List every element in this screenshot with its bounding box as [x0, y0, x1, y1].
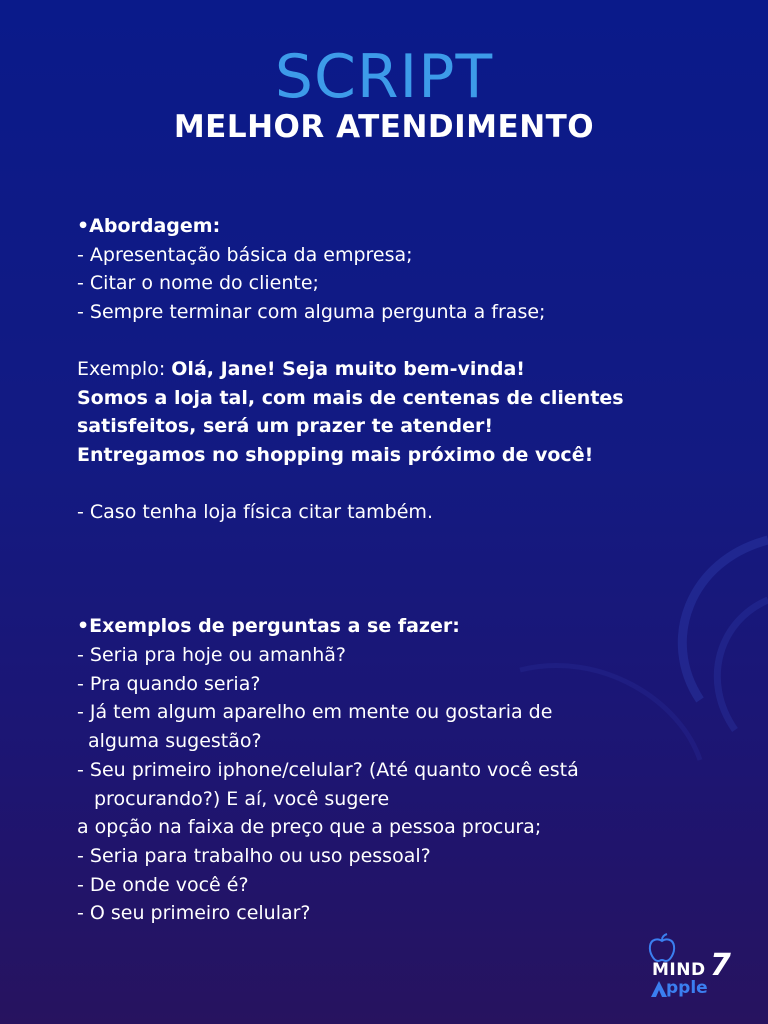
list-item-continuation: procurando?) E aí, você sugere [94, 787, 390, 810]
example-text: satisfeitos, será um prazer te atender! [77, 415, 494, 438]
list-item: - Citar o nome do cliente; [77, 272, 319, 295]
example-text: Somos a loja tal, com mais de centenas de clientes [77, 386, 624, 409]
section-heading-abordagem: •Abordagem: [77, 215, 221, 237]
note-text: - Caso tenha loja física citar também. [77, 500, 433, 523]
brand-logo [640, 930, 736, 1004]
page-subtitle: MELHOR ATENDIMENTO [173, 109, 595, 145]
list-item: - Seu primeiro iphone/celular? (Até quanto você está [77, 758, 579, 781]
logo-word-apple: pple [666, 978, 708, 998]
list-item: - Apresentação básica da empresa; [77, 243, 413, 266]
list-item: - Seria para trabalho ou uso pessoal? [77, 844, 431, 867]
list-item: - Seria pra hoje ou amanhã? [77, 644, 346, 667]
example-text: Olá, Jane! Seja muito bem-vinda! [171, 357, 525, 380]
list-item: - O seu primeiro celular? [77, 902, 311, 925]
example-text: Entregamos no shopping mais próximo de você! [77, 443, 594, 466]
section-heading-perguntas: •Exemplos de perguntas a se fazer: [77, 615, 460, 638]
logo-number: 7 [710, 948, 731, 983]
example-line [77, 355, 697, 384]
logo-word-mind: MIND [652, 960, 706, 980]
list-item-continuation: a opção na faixa de preço que a pessoa procura; [77, 816, 542, 839]
list-item: - De onde você é? [77, 873, 249, 896]
list-item-continuation: alguma sugestão? [88, 730, 262, 753]
list-item: - Pra quando seria? [77, 672, 261, 695]
example-label: Exemplo: [77, 357, 172, 380]
list-item: - Já tem algum aparelho em mente ou gostaria de [77, 701, 553, 724]
script-content [77, 212, 697, 928]
list-item: - Sempre terminar com alguma pergunta a frase; [77, 301, 546, 324]
page-title: SCRIPT [274, 42, 494, 112]
